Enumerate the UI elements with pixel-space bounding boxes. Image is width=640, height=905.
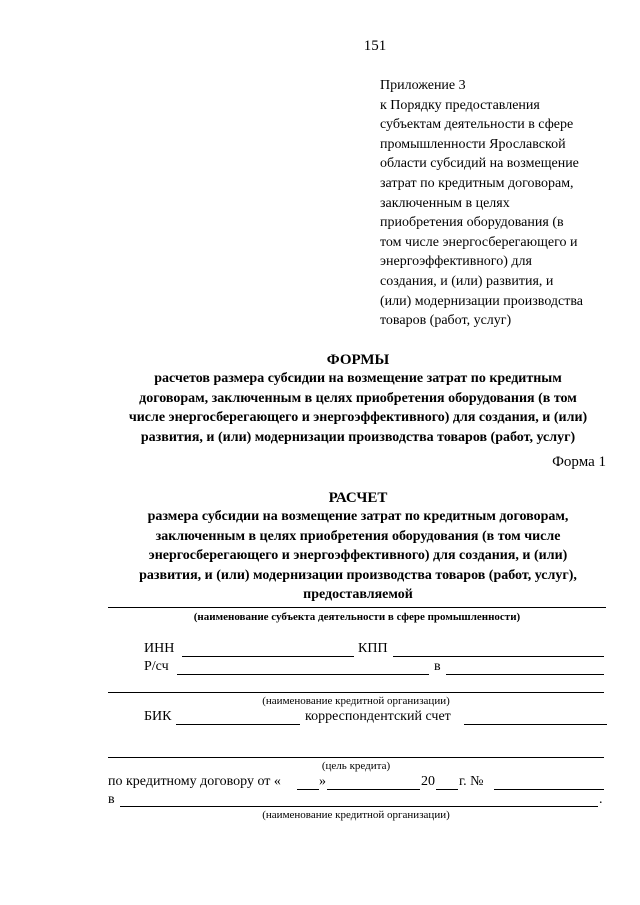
credit-org-caption: (наименование кредитной организации) — [262, 695, 450, 707]
credit-purpose-caption: (цель кредита) — [321, 760, 391, 772]
contract-number-label: г. № — [459, 774, 484, 789]
corr-account-label: корреспондентский счет — [305, 709, 451, 724]
forms-title: ФОРМЫ — [326, 352, 390, 368]
credit-org-line[interactable] — [108, 692, 604, 693]
calc-subtitle-line: предоставляемой — [303, 587, 413, 602]
appendix-line: субъектам деятельности в сфере — [380, 117, 574, 133]
rs-field[interactable] — [177, 674, 429, 675]
forms-subtitle — [0, 369, 640, 447]
calc-title: РАСЧЕТ — [328, 490, 388, 506]
calc-subtitle — [0, 507, 640, 605]
contract-year-field[interactable] — [436, 789, 458, 790]
appendix-line: Приложение 3 — [380, 78, 466, 93]
appendix-line: затрат по кредитным договорам, — [380, 175, 574, 191]
appendix-line: области субсидий на возмещение — [380, 156, 579, 172]
contract-year-prefix: 20 — [421, 774, 435, 789]
appendix-line: промышленности Ярославской — [380, 136, 566, 152]
rs-label: Р/сч — [144, 659, 169, 674]
appendix-line: товаров (работ, услуг) — [380, 313, 512, 329]
forms-subtitle-line: договорам, заключенным в целях приобретения оборудования (в том — [139, 390, 577, 406]
appendix-line: энергоэффективного) для — [380, 254, 532, 270]
calc-subtitle-line: размера субсидии на возмещение затрат по кредитным договорам, — [147, 509, 569, 524]
contract-bank-label: в — [108, 792, 115, 807]
appendix-line: заключенным в целях — [380, 195, 510, 211]
contract-quote-close: » — [319, 774, 326, 789]
kpp-field[interactable] — [393, 656, 604, 657]
forms-subtitle-line: развития, и (или) модернизации производства товаров (работ, услуг) — [140, 429, 576, 445]
calc-subtitle-line: энергосберегающего и энергоэффективного) для создания, и (или) — [148, 548, 568, 563]
calc-subtitle-line: развития, и (или) модернизации производства товаров (работ, услуг), — [139, 567, 577, 583]
contract-bank-field[interactable] — [120, 806, 598, 807]
bik-field[interactable] — [176, 724, 300, 725]
appendix-line: создания, и (или) развития, и — [380, 273, 554, 289]
appendix-line: (или) модернизации производства — [380, 293, 584, 309]
appendix-line: приобретения оборудования (в — [380, 215, 564, 231]
credit-org-caption-2: (наименование кредитной организации) — [262, 809, 450, 821]
calc-subtitle-line: заключенным в целях приобретения оборудования (в том числе — [155, 528, 561, 544]
inn-field[interactable] — [182, 656, 354, 657]
inn-label: ИНН — [144, 641, 175, 656]
contract-bank-period: . — [599, 792, 603, 807]
subject-name-caption: (наименование субъекта деятельности в сфере промышленности) — [193, 611, 521, 623]
contract-prefix: по кредитному договору от « — [108, 774, 281, 789]
form-label: Форма 1 — [552, 454, 606, 470]
rs-bank-label: в — [434, 659, 441, 674]
appendix-line: том числе энергосберегающего и — [380, 234, 578, 250]
rs-bank-field[interactable] — [446, 674, 604, 675]
contract-day-field[interactable] — [297, 789, 319, 790]
contract-month-field[interactable] — [327, 789, 420, 790]
corr-account-field[interactable] — [464, 724, 607, 725]
kpp-label: КПП — [358, 641, 388, 656]
subject-name-line[interactable] — [108, 607, 606, 608]
forms-subtitle-line: расчетов размера субсидии на возмещение затрат по кредитным — [154, 371, 562, 386]
forms-subtitle-line: числе энергосберегающего и энергоэффективного) для создания, и (или) — [128, 410, 588, 425]
appendix-block — [380, 76, 583, 331]
bik-label: БИК — [144, 709, 172, 724]
page-number: 151 — [363, 38, 387, 54]
contract-number-field[interactable] — [494, 789, 604, 790]
appendix-line: к Порядку предоставления — [380, 97, 540, 113]
credit-purpose-line[interactable] — [108, 757, 604, 758]
